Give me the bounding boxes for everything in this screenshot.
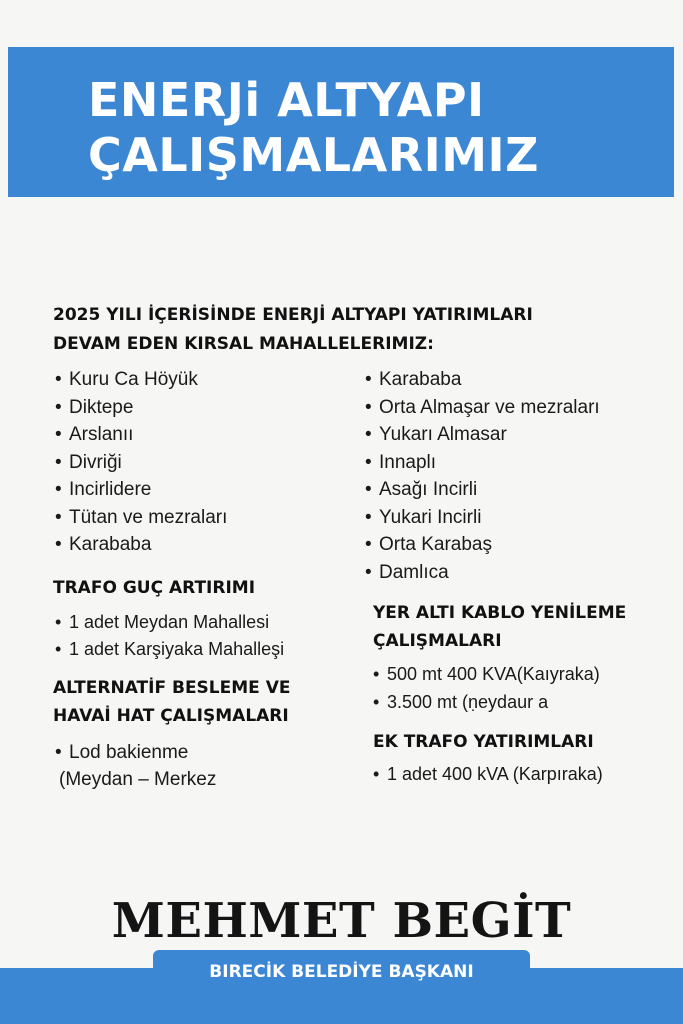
- alternatif-continuation: (Meydan – Merkez: [59, 769, 217, 790]
- intro-line-2: DEVAM EDEN KIRSAL MAHALLELERIMIZ:: [53, 334, 434, 354]
- list-item: • Yukari Incirli: [363, 504, 663, 532]
- list-item: • Incirlidere: [53, 476, 353, 504]
- ek-trafo-heading: EK TRAFO YATIRIMLARI: [373, 732, 594, 752]
- trafo-heading: TRAFO GUÇ ARTIRIMI: [53, 577, 256, 598]
- list-item: • Kuru Ca Höyük: [53, 366, 353, 394]
- trafo-list: [53, 609, 353, 664]
- ek-trafo-list: [363, 761, 663, 789]
- kablo-heading-line-2: ÇALIŞMALARI: [373, 631, 502, 651]
- list-item: • Lod bakienme: [53, 739, 353, 767]
- intro-heading: [53, 301, 633, 359]
- list-item: • Arslanıı: [53, 421, 353, 449]
- page-title-line-1: ENERJi ALTYAPI: [88, 73, 485, 127]
- page-title-line-2: ÇALIŞMALARIMIZ: [88, 128, 539, 182]
- left-column: [53, 366, 353, 793]
- left-neighborhood-list: [53, 366, 353, 559]
- list-item: • Orta Almaşar ve mezraları: [363, 394, 663, 422]
- kablo-heading-line-1: YER ALTI KABLO YENİLEME: [373, 603, 627, 623]
- mayor-name: MEHMET BEGİT: [111, 893, 572, 949]
- right-neighborhood-list: [363, 366, 663, 586]
- alternatif-heading-line-2: HAVAİ HAT ÇALIŞMALARI: [53, 705, 289, 726]
- list-item: • 1 adet Karşiyaka Mahalleşi: [53, 636, 353, 664]
- list-item: • Tütan ve mezraları: [53, 504, 353, 532]
- intro-line-1: 2025 YILI İÇERİSİNDE ENERJİ ALTYAPI YATIRIMLARI: [53, 305, 533, 325]
- list-item: • Diktepe: [53, 394, 353, 422]
- list-item: • 1 adet 400 kVA (Karpıraka): [371, 761, 663, 789]
- list-item: • Asağı Incirli: [363, 476, 663, 504]
- list-item: • 1 adet Meydan Mahallesi: [53, 609, 353, 637]
- list-item: • 500 mt 400 KVA(Kaıyraka): [371, 661, 663, 689]
- list-item: • Yukarı Almasar: [363, 421, 663, 449]
- list-item: • Karababa: [53, 531, 353, 559]
- list-item: • Divriği: [53, 449, 353, 477]
- list-item: • Karababa: [363, 366, 663, 394]
- list-item: • Damlıca: [363, 559, 663, 587]
- alternatif-heading-line-1: ALTERNATİF BESLEME VE: [53, 677, 291, 698]
- list-item: • Orta Karabaş: [363, 531, 663, 559]
- right-column: [363, 366, 663, 789]
- list-item: • Innaplı: [363, 449, 663, 477]
- list-item: • 3.500 mt (ṇeydaur a: [371, 689, 663, 717]
- alternatif-list: [53, 739, 353, 767]
- kablo-list: [363, 661, 663, 716]
- alternatif-heading: [53, 674, 353, 730]
- kablo-heading: [363, 599, 663, 655]
- mayor-title: BIRECİK BELEDİYE BAŞKANI: [153, 950, 530, 994]
